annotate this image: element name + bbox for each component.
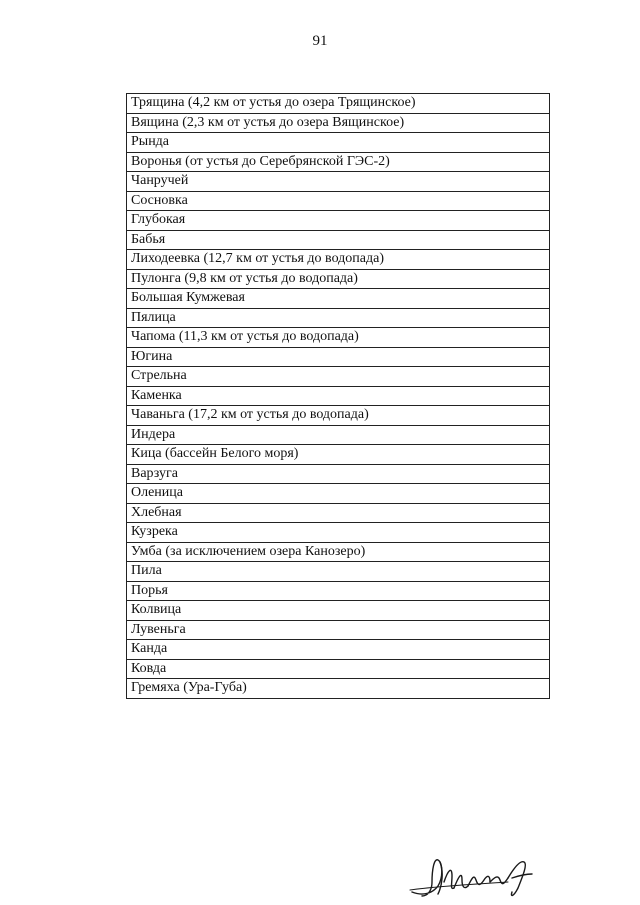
table-row (127, 445, 550, 465)
river-name-cell: Трящина (4,2 км от устья до озера Трящинское) (127, 94, 550, 114)
table-row (127, 659, 550, 679)
river-name-cell: Варзуга (127, 464, 550, 484)
table-row (127, 94, 550, 114)
river-name-cell: Пялица (127, 308, 550, 328)
table-row (127, 133, 550, 153)
table-row (127, 347, 550, 367)
river-name-cell: Стрельна (127, 367, 550, 387)
river-name-cell: Югина (127, 347, 550, 367)
river-table-body (127, 94, 550, 699)
river-name-cell: Пила (127, 562, 550, 582)
table-row (127, 425, 550, 445)
table-row (127, 308, 550, 328)
page-number: 91 (312, 33, 328, 49)
river-name-cell: Каменка (127, 386, 550, 406)
river-name-cell: Лувеньга (127, 620, 550, 640)
river-name-cell: Вящина (2,3 км от устья до озера Вящинское) (127, 113, 550, 133)
table-row (127, 328, 550, 348)
table-row (127, 679, 550, 699)
table-row (127, 367, 550, 387)
river-name-cell: Колвица (127, 601, 550, 621)
river-name-cell: Ковда (127, 659, 550, 679)
table-row (127, 152, 550, 172)
river-name-cell: Порья (127, 581, 550, 601)
river-name-cell: Кузрека (127, 523, 550, 543)
table-row (127, 601, 550, 621)
river-name-cell: Индера (127, 425, 550, 445)
river-name-cell: Канда (127, 640, 550, 660)
river-name-cell: Хлебная (127, 503, 550, 523)
table-row (127, 172, 550, 192)
river-name-cell: Гремяха (Ура-Губа) (127, 679, 550, 699)
table-row (127, 406, 550, 426)
river-name-cell: Бабья (127, 230, 550, 250)
table-row (127, 542, 550, 562)
table-row (127, 250, 550, 270)
table-row (127, 620, 550, 640)
table-row (127, 211, 550, 231)
river-name-cell: Оленица (127, 484, 550, 504)
river-name-cell: Воронья (от устья до Серебрянской ГЭС-2) (127, 152, 550, 172)
river-table (126, 93, 550, 699)
table-row (127, 386, 550, 406)
table-row (127, 289, 550, 309)
table-row (127, 503, 550, 523)
river-name-cell: Лиходеевка (12,7 км от устья до водопада) (127, 250, 550, 270)
river-name-cell: Глубокая (127, 211, 550, 231)
table-row (127, 484, 550, 504)
river-name-cell: Чаваньга (17,2 км от устья до водопада) (127, 406, 550, 426)
table-row (127, 269, 550, 289)
river-name-cell: Пулонга (9,8 км от устья до водопада) (127, 269, 550, 289)
table-row (127, 581, 550, 601)
table-row (127, 464, 550, 484)
table-row (127, 640, 550, 660)
table-row (127, 230, 550, 250)
table-row (127, 191, 550, 211)
river-name-cell: Чапома (11,3 км от устья до водопада) (127, 328, 550, 348)
table-row (127, 523, 550, 543)
river-name-cell: Кица (бассейн Белого моря) (127, 445, 550, 465)
river-name-cell: Сосновка (127, 191, 550, 211)
river-name-cell: Большая Кумжевая (127, 289, 550, 309)
river-name-cell: Рында (127, 133, 550, 153)
signature-icon (408, 852, 548, 900)
table-row (127, 113, 550, 133)
river-name-cell: Умба (за исключением озера Канозеро) (127, 542, 550, 562)
river-name-cell: Чанручей (127, 172, 550, 192)
table-row (127, 562, 550, 582)
